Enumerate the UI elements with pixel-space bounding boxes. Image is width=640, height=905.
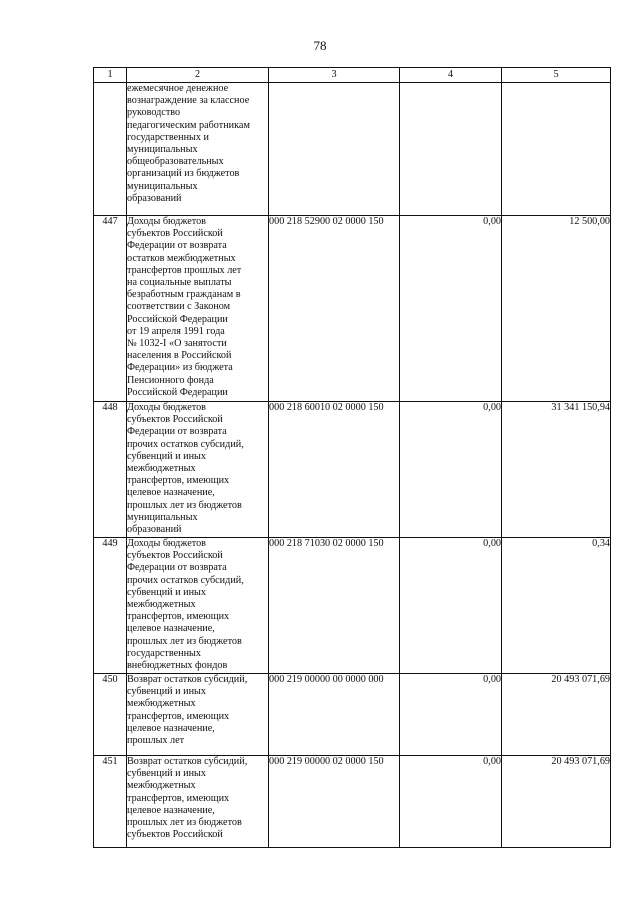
row-number: 451 <box>94 756 127 848</box>
description-line: трансфертов, имеющих <box>127 611 230 623</box>
description-line: Федерации от возврата <box>127 562 227 574</box>
description-line: № 1032-I «О занятости <box>127 338 227 350</box>
description-line: вознаграждение за классное <box>127 95 250 107</box>
row-value-col5: 12 500,00 <box>502 216 611 402</box>
description-line: субвенций и иных <box>127 686 206 698</box>
row-description <box>127 674 269 756</box>
table-row <box>94 83 611 216</box>
row-value-col5: 31 341 150,94 <box>502 402 611 538</box>
table-body <box>94 83 611 848</box>
description-line: Российской Федерации <box>127 386 228 398</box>
row-value-col4: 0,00 <box>400 402 502 538</box>
row-description <box>127 402 269 538</box>
table-row <box>94 402 611 538</box>
description-line: прочих остатков субсидий, <box>127 574 244 586</box>
description-line: трансфертов прошлых лет <box>127 264 242 276</box>
row-number: 449 <box>94 538 127 674</box>
description-line: руководство <box>127 107 181 119</box>
description-line: общеобразовательных <box>127 156 224 168</box>
description-line: субвенций и иных <box>127 768 206 780</box>
description-line: прошлых лет <box>127 735 185 747</box>
row-description <box>127 756 269 848</box>
row-description <box>127 83 269 216</box>
description-line: Возврат остатков субсидий, <box>127 756 248 767</box>
row-budget-code <box>269 83 400 216</box>
description-line: межбюджетных <box>127 698 196 710</box>
description-line: безработным гражданам в <box>127 289 241 301</box>
description-line: субвенций и иных <box>127 450 206 462</box>
description-line: от 19 апреля 1991 года <box>127 325 225 337</box>
page-number: 78 <box>313 38 327 53</box>
row-budget-code: 000 219 00000 00 0000 000 <box>269 674 400 756</box>
description-line: целевое назначение, <box>127 804 215 816</box>
description-line: целевое назначение, <box>127 487 215 499</box>
description-line: целевое назначение, <box>127 623 215 635</box>
row-value-col4: 0,00 <box>400 538 502 674</box>
description-line: муниципальных <box>127 144 198 156</box>
description-line: Федерации от возврата <box>127 426 227 438</box>
description-line: субъектов Российской <box>127 414 223 426</box>
row-value-col5 <box>502 83 611 216</box>
description-line: прочих остатков субсидий, <box>127 438 244 450</box>
description-line: Доходы бюджетов <box>127 402 206 413</box>
row-budget-code: 000 218 60010 02 0000 150 <box>269 402 400 538</box>
header-col-4: 4 <box>400 68 502 83</box>
description-line: Пенсионного фонда <box>127 374 214 386</box>
description-line: на социальные выплаты <box>127 277 232 289</box>
row-budget-code: 000 218 71030 02 0000 150 <box>269 538 400 674</box>
description-line: субъектов Российской <box>127 829 223 841</box>
description-line: внебюджетных фондов <box>127 660 228 672</box>
description-line: трансфертов, имеющих <box>127 475 230 487</box>
row-number: 448 <box>94 402 127 538</box>
table-row <box>94 674 611 756</box>
description-line: прошлых лет из бюджетов <box>127 635 242 647</box>
description-line: прошлых лет из бюджетов <box>127 817 242 829</box>
description-line: межбюджетных <box>127 463 196 475</box>
row-value-col4 <box>400 83 502 216</box>
row-number: 450 <box>94 674 127 756</box>
description-line: государственных и <box>127 131 209 143</box>
row-description <box>127 216 269 402</box>
header-col-5: 5 <box>502 68 611 83</box>
description-line: организаций из бюджетов <box>127 168 240 180</box>
description-line: соответствии с Законом <box>127 301 231 313</box>
row-budget-code: 000 219 00000 02 0000 150 <box>269 756 400 848</box>
description-line: образований <box>127 524 182 536</box>
description-line: муниципальных <box>127 180 198 192</box>
description-line: муниципальных <box>127 511 198 523</box>
description-line: Российской Федерации <box>127 313 228 325</box>
header-col-3: 3 <box>269 68 400 83</box>
description-line: остатков межбюджетных <box>127 252 236 264</box>
description-line: субъектов Российской <box>127 228 223 240</box>
row-value-col5: 20 493 071,69 <box>502 674 611 756</box>
header-col-2: 2 <box>127 68 269 83</box>
description-line: образований <box>127 192 182 204</box>
description-line: трансфертов, имеющих <box>127 792 230 804</box>
row-description <box>127 538 269 674</box>
table-row <box>94 216 611 402</box>
description-line: Федерации» из бюджета <box>127 362 233 374</box>
row-value-col5: 20 493 071,69 <box>502 756 611 848</box>
description-line: субъектов Российской <box>127 550 223 562</box>
row-value-col4: 0,00 <box>400 756 502 848</box>
row-value-col4: 0,00 <box>400 216 502 402</box>
description-line: трансфертов, имеющих <box>127 710 230 722</box>
row-budget-code: 000 218 52900 02 0000 150 <box>269 216 400 402</box>
description-line: населения в Российской <box>127 350 232 362</box>
description-line: прошлых лет из бюджетов <box>127 499 242 511</box>
table-row <box>94 538 611 674</box>
description-line: Федерации от возврата <box>127 240 227 252</box>
description-line: ежемесячное денежное <box>127 83 229 94</box>
header-col-1: 1 <box>94 68 127 83</box>
row-number: 447 <box>94 216 127 402</box>
description-line: государственных <box>127 647 201 659</box>
budget-table <box>93 67 611 848</box>
table-row <box>94 756 611 848</box>
description-line: целевое назначение, <box>127 722 215 734</box>
table-header-row <box>94 68 611 83</box>
description-line: Доходы бюджетов <box>127 216 206 227</box>
description-line: межбюджетных <box>127 599 196 611</box>
row-value-col5: 0,34 <box>502 538 611 674</box>
description-line: межбюджетных <box>127 780 196 792</box>
description-line: Доходы бюджетов <box>127 538 206 549</box>
description-line: субвенций и иных <box>127 586 206 598</box>
row-value-col4: 0,00 <box>400 674 502 756</box>
description-line: Возврат остатков субсидий, <box>127 674 248 685</box>
description-line: педагогическим работникам <box>127 119 250 131</box>
row-number <box>94 83 127 216</box>
